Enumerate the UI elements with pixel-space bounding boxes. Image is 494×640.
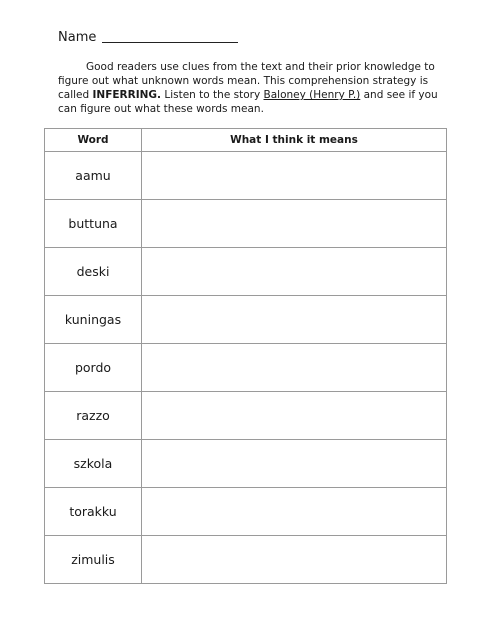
vocabulary-table [44, 128, 447, 584]
table-row [45, 296, 447, 344]
word-cell: buttuna [45, 200, 142, 248]
table-row [45, 392, 447, 440]
column-header-word: Word [45, 129, 142, 152]
meaning-answer-cell[interactable] [142, 488, 447, 536]
word-cell: szkola [45, 440, 142, 488]
meaning-answer-cell[interactable] [142, 536, 447, 584]
meaning-answer-cell[interactable] [142, 392, 447, 440]
strategy-term: INFERRING. [92, 89, 162, 101]
table-row [45, 248, 447, 296]
word-cell: aamu [45, 152, 142, 200]
meaning-answer-cell[interactable] [142, 344, 447, 392]
meaning-answer-cell[interactable] [142, 248, 447, 296]
meaning-answer-cell[interactable] [142, 296, 447, 344]
column-header-meaning: What I think it means [142, 129, 447, 152]
intro-text-3: and see if you can figure out what these words mean. [58, 89, 438, 115]
intro-text-2: Listen to the story [161, 89, 264, 101]
word-cell: kuningas [45, 296, 142, 344]
meaning-answer-cell[interactable] [142, 152, 447, 200]
word-cell: torakku [45, 488, 142, 536]
word-cell: zimulis [45, 536, 142, 584]
story-title: Baloney (Henry P.) [263, 89, 361, 101]
name-blank-line[interactable] [102, 42, 238, 43]
word-cell: razzo [45, 392, 142, 440]
intro-text-1: Good readers use clues from the text and their prior knowledge to figure out what unknown words mean. This comprehension strategy is called [58, 61, 435, 101]
meaning-answer-cell[interactable] [142, 200, 447, 248]
word-cell: pordo [45, 344, 142, 392]
word-cell: deski [45, 248, 142, 296]
table-row [45, 344, 447, 392]
name-label: Name [58, 30, 97, 45]
name-field-row [58, 30, 238, 45]
meaning-answer-cell[interactable] [142, 440, 447, 488]
table-row [45, 152, 447, 200]
instructions-paragraph [58, 60, 448, 116]
table-row [45, 200, 447, 248]
table-row [45, 440, 447, 488]
table-header-row [45, 129, 447, 152]
table-row [45, 488, 447, 536]
table-row [45, 536, 447, 584]
